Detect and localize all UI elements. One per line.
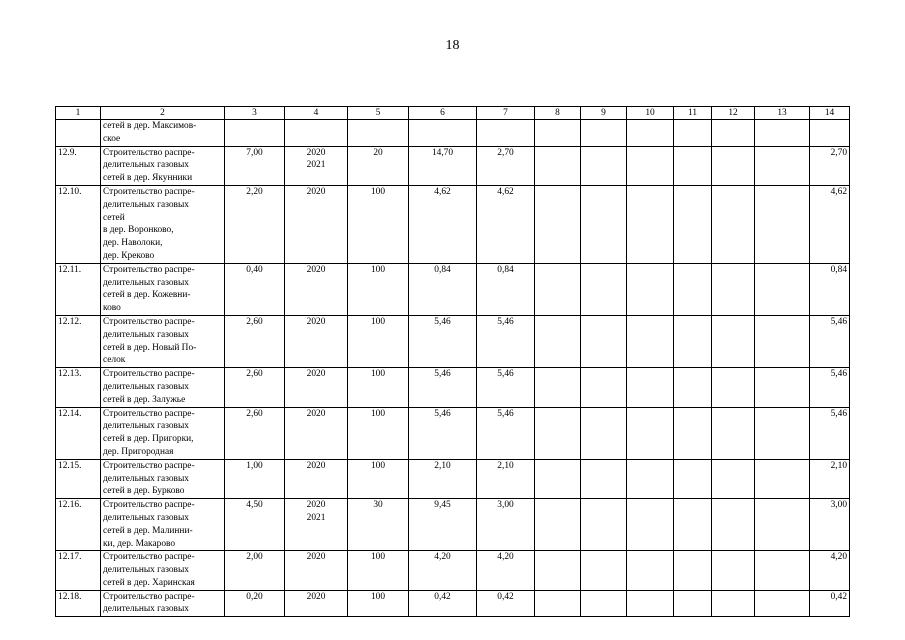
cell-years-line: 2020: [306, 500, 326, 511]
cell-col13: [755, 263, 810, 315]
cell-col5: 100: [348, 551, 409, 590]
cell-years-line: 2020: [306, 369, 326, 380]
cell-years-line: 2020: [306, 591, 326, 602]
table-row: [56, 407, 850, 459]
cell-col9: [581, 120, 627, 147]
cell-col13: [755, 120, 810, 147]
cell-years: [285, 590, 348, 617]
cell-col7: 5,46: [477, 315, 535, 367]
cell-col10: [627, 315, 674, 367]
cell-col12: [712, 315, 755, 367]
cell-name-line: дер. Креково: [103, 250, 155, 261]
cell-name-line: сетей в дер. Новый По-: [103, 342, 197, 353]
cell-name-line: сетей в дер. Малинни-: [103, 525, 193, 536]
cell-col13: [755, 499, 810, 551]
cell-name-line: Строительство распре-: [103, 316, 195, 327]
cell-col3: 1,00: [225, 459, 285, 498]
cell-col14: 4,62: [810, 185, 850, 263]
cell-years-line: 2020: [306, 147, 326, 158]
cell-col12: [712, 263, 755, 315]
cell-years-line: 2020: [306, 552, 326, 563]
cell-col6: 5,46: [409, 368, 477, 407]
table-row: [56, 499, 850, 551]
cell-name-line: Строительство распре-: [103, 408, 195, 419]
cell-item-number: 12.9.: [56, 146, 101, 185]
cell-col11: [674, 551, 712, 590]
cell-col8: [535, 263, 581, 315]
cell-col11: [674, 368, 712, 407]
cell-name-line: Строительство распре-: [103, 186, 195, 197]
cell-name: [101, 459, 225, 498]
cell-name-line: ки, дер. Макарово: [103, 538, 176, 549]
header-cell: 14: [810, 107, 850, 120]
cell-years: [285, 120, 348, 147]
cell-col14: 3,00: [810, 499, 850, 551]
cell-item-number: 12.13.: [56, 368, 101, 407]
cell-name-line: сетей в дер. Пригорки,: [103, 434, 194, 445]
cell-col6: 0,42: [409, 590, 477, 617]
cell-years-line: 2020: [306, 460, 326, 471]
cell-col8: [535, 185, 581, 263]
cell-years-line: 2020: [306, 264, 326, 275]
header-cell: 9: [581, 107, 627, 120]
header-cell: 7: [477, 107, 535, 120]
cell-item-number: [56, 120, 101, 147]
cell-name-line: делительных газовых: [103, 160, 189, 171]
cell-years: [285, 368, 348, 407]
cell-col11: [674, 459, 712, 498]
cell-col14: [810, 120, 850, 147]
cell-years-line: 2020: [306, 316, 326, 327]
header-cell: 12: [712, 107, 755, 120]
cell-col9: [581, 263, 627, 315]
cell-name: [101, 120, 225, 147]
cell-col10: [627, 146, 674, 185]
cell-name-line: ское: [103, 133, 121, 144]
cell-col10: [627, 499, 674, 551]
cell-years-line: 2020: [306, 186, 326, 197]
cell-col9: [581, 551, 627, 590]
header-cell: 2: [101, 107, 225, 120]
cell-col14: 2,10: [810, 459, 850, 498]
cell-years: [285, 146, 348, 185]
cell-item-number: 12.18.: [56, 590, 101, 617]
cell-name-line: делительных газовых: [103, 565, 189, 576]
cell-col14: 0,84: [810, 263, 850, 315]
cell-col12: [712, 146, 755, 185]
cell-years-line: 2021: [306, 512, 326, 523]
table-row: [56, 185, 850, 263]
cell-col6: 2,10: [409, 459, 477, 498]
cell-col5: 100: [348, 185, 409, 263]
cell-col12: [712, 459, 755, 498]
cell-col12: [712, 407, 755, 459]
cell-col8: [535, 407, 581, 459]
cell-col12: [712, 551, 755, 590]
cell-col7: 4,20: [477, 551, 535, 590]
table-row: [56, 146, 850, 185]
cell-col13: [755, 146, 810, 185]
header-row: [56, 107, 850, 120]
cell-col7: 4,62: [477, 185, 535, 263]
cell-name: [101, 551, 225, 590]
cell-col7: 5,46: [477, 407, 535, 459]
cell-col5: 30: [348, 499, 409, 551]
cell-name: [101, 590, 225, 617]
cell-col13: [755, 185, 810, 263]
cell-item-number: 12.10.: [56, 185, 101, 263]
cell-item-number: 12.15.: [56, 459, 101, 498]
table-row: [56, 315, 850, 367]
cell-name-line: дер. Пригородная: [103, 446, 174, 457]
cell-col12: [712, 368, 755, 407]
header-cell: 13: [755, 107, 810, 120]
cell-col14: 4,20: [810, 551, 850, 590]
cell-col11: [674, 263, 712, 315]
cell-name-line: селок: [103, 355, 126, 366]
data-table: [55, 106, 850, 617]
cell-col3: 2,60: [225, 407, 285, 459]
cell-col13: [755, 315, 810, 367]
header-cell: 4: [285, 107, 348, 120]
cell-col10: [627, 263, 674, 315]
cell-col10: [627, 368, 674, 407]
cell-col3: 2,20: [225, 185, 285, 263]
cell-col11: [674, 185, 712, 263]
cell-col7: 2,70: [477, 146, 535, 185]
cell-col3: [225, 120, 285, 147]
cell-col9: [581, 315, 627, 367]
cell-years: [285, 185, 348, 263]
cell-name: [101, 263, 225, 315]
cell-name: [101, 368, 225, 407]
cell-name-line: делительных газовых: [103, 277, 189, 288]
cell-col7: 2,10: [477, 459, 535, 498]
cell-name: [101, 499, 225, 551]
cell-col13: [755, 407, 810, 459]
cell-years-line: 2020: [306, 408, 326, 419]
cell-name-line: сетей в дер. Харинская: [103, 577, 195, 588]
cell-name-line: сетей в дер. Кожевни-: [103, 290, 191, 301]
cell-col9: [581, 407, 627, 459]
cell-col13: [755, 459, 810, 498]
cell-col12: [712, 590, 755, 617]
cell-col8: [535, 551, 581, 590]
cell-name-line: Строительство распре-: [103, 460, 195, 471]
cell-col10: [627, 551, 674, 590]
cell-col6: 5,46: [409, 315, 477, 367]
cell-name-line: сетей в дер. Бурково: [103, 486, 185, 497]
cell-col12: [712, 499, 755, 551]
cell-col7: 0,84: [477, 263, 535, 315]
cell-col10: [627, 459, 674, 498]
cell-col5: 100: [348, 368, 409, 407]
cell-col6: 4,62: [409, 185, 477, 263]
header-cell: 10: [627, 107, 674, 120]
header-cell: 8: [535, 107, 581, 120]
cell-col5: 100: [348, 315, 409, 367]
cell-col7: 0,42: [477, 590, 535, 617]
table-body: [56, 120, 850, 617]
cell-name-line: сетей в дер. Максимов-: [103, 121, 197, 131]
cell-col8: [535, 368, 581, 407]
cell-name-line: Строительство распре-: [103, 552, 195, 563]
table-row: [56, 368, 850, 407]
cell-col9: [581, 146, 627, 185]
cell-col9: [581, 590, 627, 617]
cell-name: [101, 407, 225, 459]
table-row: [56, 590, 850, 617]
cell-col13: [755, 590, 810, 617]
cell-col14: 5,46: [810, 407, 850, 459]
cell-name-line: делительных газовых: [103, 329, 189, 340]
cell-col11: [674, 590, 712, 617]
cell-col9: [581, 499, 627, 551]
cell-name-line: в дер. Воронково,: [103, 225, 174, 236]
cell-col7: 5,46: [477, 368, 535, 407]
cell-name-line: делительных газовых: [103, 473, 189, 484]
cell-name-line: сетей в дер. Якунники: [103, 173, 193, 184]
header-cell: 5: [348, 107, 409, 120]
cell-name-line: Строительство распре-: [103, 147, 195, 158]
cell-col5: 100: [348, 590, 409, 617]
cell-item-number: 12.14.: [56, 407, 101, 459]
cell-col8: [535, 120, 581, 147]
cell-col7: 3,00: [477, 499, 535, 551]
cell-col11: [674, 146, 712, 185]
cell-col3: 0,20: [225, 590, 285, 617]
cell-col3: 2,60: [225, 368, 285, 407]
cell-col10: [627, 120, 674, 147]
cell-name-line: сетей: [103, 212, 125, 223]
cell-col11: [674, 499, 712, 551]
cell-col8: [535, 315, 581, 367]
cell-name-line: ково: [103, 303, 121, 314]
cell-years: [285, 407, 348, 459]
cell-years-line: 2021: [306, 160, 326, 171]
table-row: [56, 459, 850, 498]
cell-col6: 14,70: [409, 146, 477, 185]
cell-col5: 100: [348, 459, 409, 498]
cell-col6: 0,84: [409, 263, 477, 315]
cell-col3: 2,00: [225, 551, 285, 590]
cell-col14: 5,46: [810, 368, 850, 407]
cell-col8: [535, 146, 581, 185]
cell-name-line: Строительство распре-: [103, 500, 195, 511]
cell-col12: [712, 185, 755, 263]
cell-col13: [755, 368, 810, 407]
cell-years: [285, 263, 348, 315]
cell-name-line: делительных газовых: [103, 512, 189, 523]
cell-name: [101, 315, 225, 367]
cell-col5: 100: [348, 407, 409, 459]
cell-name-line: делительных газовых: [103, 381, 189, 392]
cell-col9: [581, 368, 627, 407]
cell-item-number: 12.12.: [56, 315, 101, 367]
cell-name: [101, 185, 225, 263]
cell-years: [285, 315, 348, 367]
cell-col5: [348, 120, 409, 147]
cell-item-number: 12.11.: [56, 263, 101, 315]
cell-years: [285, 499, 348, 551]
cell-col8: [535, 459, 581, 498]
cell-col6: [409, 120, 477, 147]
cell-years: [285, 551, 348, 590]
cell-col3: 4,50: [225, 499, 285, 551]
cell-name-line: Строительство распре-: [103, 264, 195, 275]
header-cell: 11: [674, 107, 712, 120]
cell-name-line: сетей в дер. Залужье: [103, 394, 186, 405]
cell-col7: [477, 120, 535, 147]
cell-name-line: делительных газовых: [103, 199, 189, 210]
cell-col6: 9,45: [409, 499, 477, 551]
cell-name-line: делительных газовых: [103, 604, 189, 615]
cell-name: [101, 146, 225, 185]
table-row: [56, 263, 850, 315]
cell-col8: [535, 590, 581, 617]
cell-col14: 2,70: [810, 146, 850, 185]
cell-col5: 20: [348, 146, 409, 185]
cell-col5: 100: [348, 263, 409, 315]
table-row: [56, 551, 850, 590]
cell-name-line: Строительство распре-: [103, 591, 195, 602]
cell-item-number: 12.16.: [56, 499, 101, 551]
cell-col11: [674, 315, 712, 367]
cell-col6: 4,20: [409, 551, 477, 590]
cell-col9: [581, 459, 627, 498]
page-number: 18: [445, 38, 460, 53]
cell-col10: [627, 185, 674, 263]
cell-col14: 0,42: [810, 590, 850, 617]
cell-col6: 5,46: [409, 407, 477, 459]
cell-col11: [674, 120, 712, 147]
header-cell: 1: [56, 107, 101, 120]
cell-name-line: делительных газовых: [103, 421, 189, 432]
cell-item-number: 12.17.: [56, 551, 101, 590]
cell-col14: 5,46: [810, 315, 850, 367]
cell-years: [285, 459, 348, 498]
cell-name-line: Строительство распре-: [103, 369, 195, 380]
table-row: [56, 120, 850, 147]
cell-col12: [712, 120, 755, 147]
cell-col8: [535, 499, 581, 551]
cell-col3: 0,40: [225, 263, 285, 315]
cell-col10: [627, 590, 674, 617]
cell-col10: [627, 407, 674, 459]
cell-col3: 2,60: [225, 315, 285, 367]
cell-col13: [755, 551, 810, 590]
header-cell: 3: [225, 107, 285, 120]
cell-col3: 7,00: [225, 146, 285, 185]
header-cell: 6: [409, 107, 477, 120]
cell-col11: [674, 407, 712, 459]
cell-name-line: дер. Наволоки,: [103, 238, 163, 249]
cell-col9: [581, 185, 627, 263]
